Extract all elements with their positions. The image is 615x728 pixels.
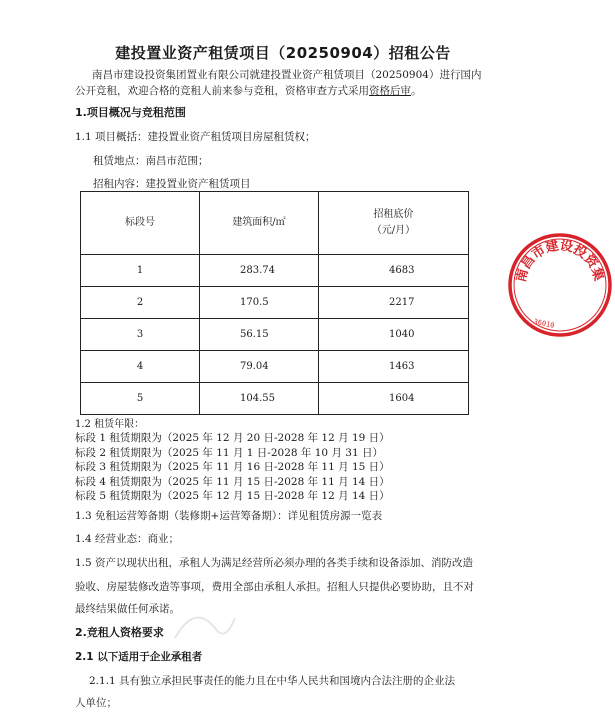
background-seal-mark: [170, 598, 240, 658]
table-cell: 104.55: [200, 383, 319, 415]
seal-text: 南昌市建设投资集: [513, 238, 606, 284]
table-cell: 5: [81, 383, 200, 415]
table-row: [81, 255, 469, 287]
lease-period-1: 标段 1 租赁期限为（2025 年 12 月 20 日-2028 年 12 月 19 日）: [75, 432, 390, 444]
table-cell: 1: [81, 255, 200, 287]
lease-period-4: 标段 4 租赁期限为（2025 年 11 月 15 日-2028 年 11 月 14 日）: [75, 476, 390, 488]
table-row: [81, 287, 469, 319]
table-cell: 4: [81, 351, 200, 383]
table-cell: 2: [81, 287, 200, 319]
lease-period-3: 标段 3 租赁期限为（2025 年 11 月 16 日-2028 年 11 月 15 日）: [75, 461, 390, 473]
table-cell: 56.15: [200, 319, 319, 351]
item-2-1-1-line-2: 人单位；: [75, 697, 117, 709]
table-cell: 1604: [319, 383, 469, 415]
table-header-row: [81, 192, 469, 255]
lease-location: 租赁地点：南昌市范围；: [93, 155, 209, 167]
table-row: [81, 383, 469, 415]
header-area: 建筑面积/㎡: [200, 192, 319, 255]
lease-term-heading: 1.2 租赁年限：: [75, 419, 145, 430]
table-cell: 79.04: [200, 351, 319, 383]
header-base-price: 招租底价 （元/月）: [319, 192, 469, 255]
intro-underlined-term: 资格后审: [369, 85, 411, 97]
item-1-5-line-2: 验收、房屋装修改造等事项，费用全部由承租人承担。招租人只提供必要协助，且不对: [75, 581, 474, 593]
table-row: [81, 351, 469, 383]
lease-period-2: 标段 2 租赁期限为（2025 年 11 月 1 日-2028 年 10 月 31 日）: [75, 447, 383, 459]
lease-content: 招租内容：建投置业资产租赁项目: [93, 178, 251, 190]
item-1-5-line-1: 1.5 资产以现状出租，承租人为满足经营所必须办理的各类手续和设备添加、消防改造: [75, 557, 474, 569]
intro-line-1: 南昌市建设投资集团置业有限公司就建投置业资产租赁项目（20250904）进行国内: [92, 69, 482, 81]
page-title: 建投置业资产租赁项目（20250904）招租公告: [115, 44, 451, 62]
table-cell: 170.5: [200, 287, 319, 319]
table-cell: 1040: [319, 319, 469, 351]
intro-line-2: [75, 84, 422, 98]
table-cell: 4683: [319, 255, 469, 287]
table-cell: 1463: [319, 351, 469, 383]
item-2-1-1-line-1: 2.1.1 具有独立承担民事责任的能力且在中华人民共和国境内合法注册的企业法: [89, 675, 456, 687]
item-1-1: 1.1 项目概括：建投置业资产租赁项目房屋租赁权；: [75, 131, 316, 143]
intro-line-2-text: 公开竞租，欢迎合格的竞租人前来参与竞租，资格审查方式采用: [75, 85, 369, 97]
header-lot-number: 标段号: [81, 192, 200, 255]
item-1-5-line-3: 最终结果做任何承诺。: [75, 603, 180, 615]
item-1-3: 1.3 免租运营筹备期（装修期+运营筹备期）：详见租赁房源一览表: [75, 510, 383, 522]
section-1-heading: 1.项目概况与竞租范围: [75, 106, 186, 119]
intro-line-2-end: 。: [411, 85, 422, 97]
lease-period-5: 标段 5 租赁期限为（2025 年 12 月 15 日-2028 年 12 月 14 日）: [75, 490, 390, 502]
rent-table: [80, 191, 469, 415]
table-cell: 283.74: [200, 255, 319, 287]
item-1-4: 1.4 经营业态：商业；: [75, 533, 180, 545]
company-seal-stamp: [505, 230, 615, 340]
table-cell: 2217: [319, 287, 469, 319]
seal-code: 36010: [532, 317, 556, 330]
table-row: [81, 319, 469, 351]
table-cell: 3: [81, 319, 200, 351]
item-2-1: 2.1 以下适用于企业承租者: [75, 651, 203, 663]
section-2-heading: 2.竞租人资格要求: [75, 626, 164, 639]
